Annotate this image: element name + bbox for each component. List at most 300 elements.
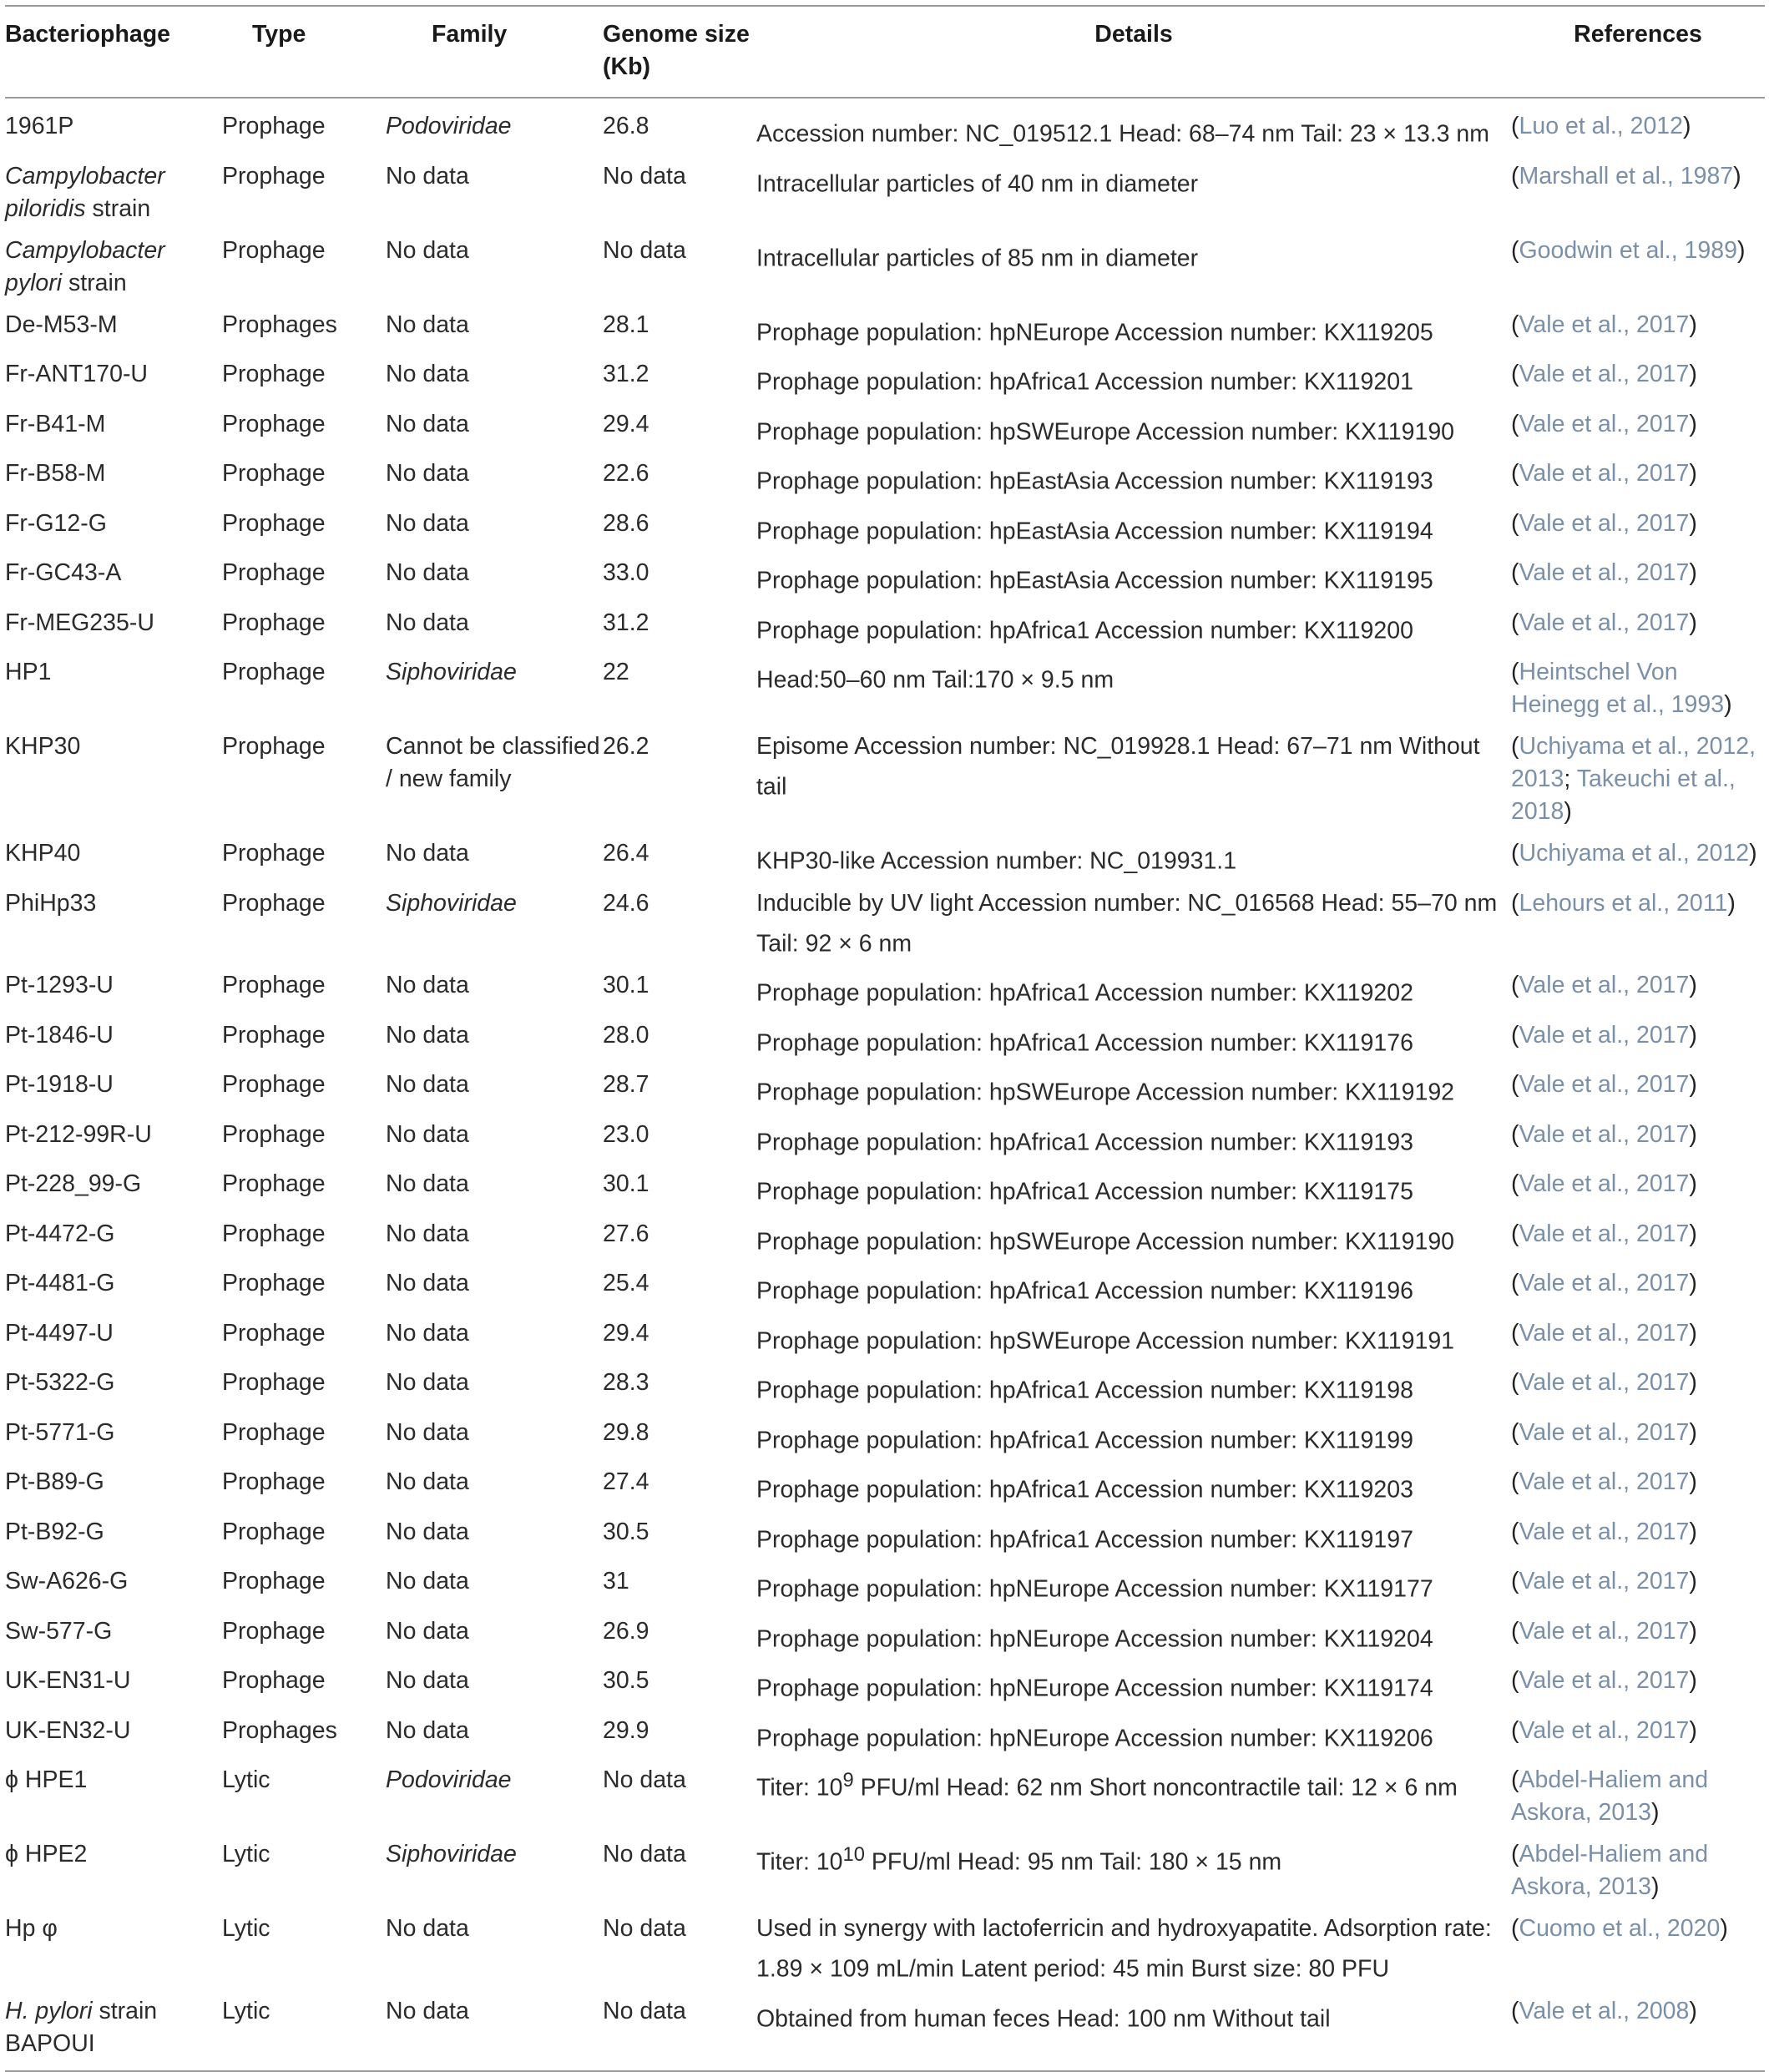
cell-references <box>1511 455 1765 505</box>
ref-open-paren: ( <box>1511 361 1519 387</box>
cell-family: No data <box>386 609 469 636</box>
cell-bacteriophage <box>5 232 222 306</box>
reference-link[interactable]: Vale et al., 2017 <box>1519 1418 1690 1446</box>
cell-genome-size: 26.9 <box>603 1617 649 1645</box>
cell-genome-size: 29.4 <box>603 1319 649 1347</box>
cell-genome-size: 30.1 <box>603 972 649 998</box>
phage-name-suffix: strain BAPOUI <box>5 1997 158 2057</box>
cell-genome-size: 28.0 <box>603 1021 649 1049</box>
cell-family: No data <box>386 1120 469 1148</box>
phage-name: Pt-B92-G <box>5 1518 104 1545</box>
phage-name: Pt-228_99-G <box>5 1170 142 1197</box>
cell-genome-size: 24.6 <box>603 889 649 917</box>
phage-name: Fr-G12-G <box>5 509 107 537</box>
cell-family: No data <box>386 1997 469 2024</box>
cell-genome-size: 33.0 <box>603 559 649 586</box>
cell-genome-size: 28.1 <box>603 311 649 338</box>
reference-link[interactable]: Luo et al., 2012 <box>1519 113 1683 139</box>
phage-name: Pt-1846-U <box>5 1021 114 1049</box>
table-row <box>5 1514 1765 1564</box>
cell-references <box>1511 1836 1765 1910</box>
reference-link[interactable]: Vale et al., 2017 <box>1519 1071 1690 1098</box>
table-row <box>5 1910 1765 1993</box>
ref-open-paren: ( <box>1511 1468 1519 1495</box>
details-text: KHP30-like Accession number: NC_019931.1 <box>756 847 1237 875</box>
reference-link[interactable]: Vale et al., 2017 <box>1519 460 1690 487</box>
cell-type: Prophage <box>222 1468 326 1495</box>
cell-type: Prophage <box>222 236 326 264</box>
cell-details <box>756 654 1511 728</box>
details-text: Prophage population: hpEastAsia Accession number: KX119194 <box>756 518 1433 544</box>
reference-link[interactable]: Lehours et al., 2011 <box>1519 889 1728 917</box>
cell-bacteriophage <box>5 455 222 505</box>
cell-bacteriophage <box>5 98 222 158</box>
details-text: Accession number: NC_019512.1 Head: 68–74 nm Tail: 23 × 13.3 nm <box>756 120 1489 148</box>
phage-name-italic: Campylobacter pylori <box>5 236 165 296</box>
ref-open-paren: ( <box>1511 113 1519 139</box>
cell-type: Prophage <box>222 1071 326 1098</box>
cell-references <box>1511 158 1765 232</box>
cell-family: No data <box>386 1270 469 1296</box>
cell-details <box>756 554 1511 604</box>
cell-bacteriophage <box>5 1761 222 1836</box>
ref-open-paren: ( <box>1511 1319 1519 1347</box>
cell-family: No data <box>386 1369 469 1396</box>
details-text: Head:50–60 nm Tail:170 × 9.5 nm <box>756 666 1114 694</box>
cell-references <box>1511 1315 1765 1365</box>
cell-bacteriophage <box>5 1066 222 1116</box>
cell-genome-size: 30.1 <box>603 1170 649 1197</box>
phage-name-suffix: strain <box>85 195 151 222</box>
cell-type: Prophage <box>222 361 326 387</box>
cell-family: No data <box>386 1518 469 1545</box>
ref-close-paren: ) <box>1689 311 1697 338</box>
reference-link[interactable]: Uchiyama et al., 2012, 2013 <box>1511 733 1756 792</box>
phage-name: Pt-1918-U <box>5 1071 114 1098</box>
cell-details <box>756 1066 1511 1116</box>
ref-open-paren: ( <box>1511 1667 1519 1694</box>
reference-link[interactable]: Vale et al., 2017 <box>1519 1170 1690 1197</box>
ref-close-paren: ) <box>1650 1799 1660 1826</box>
ref-close-paren: ) <box>1689 1997 1697 2024</box>
cell-references <box>1511 98 1765 158</box>
cell-bacteriophage <box>5 1712 222 1762</box>
cell-references <box>1511 885 1765 968</box>
cell-details <box>756 885 1511 968</box>
ref-open-paren: ( <box>1511 1021 1519 1049</box>
cell-family: No data <box>386 1021 469 1049</box>
table-row <box>5 158 1765 232</box>
phage-name: Fr-MEG235-U <box>5 609 154 636</box>
cell-bacteriophage <box>5 1017 222 1067</box>
header-genome-size: Genome size (Kb) <box>603 21 750 80</box>
cell-references <box>1511 728 1765 835</box>
ref-open-paren: ( <box>1511 410 1519 437</box>
phage-name: Pt-1293-U <box>5 972 114 998</box>
table-row <box>5 654 1765 728</box>
cell-genome-size: No data <box>603 1997 686 2024</box>
cell-details <box>756 1712 1511 1762</box>
reference-link[interactable]: Vale et al., 2017 <box>1519 311 1690 338</box>
table-row <box>5 406 1765 456</box>
cell-type: Prophage <box>222 113 326 139</box>
reference-link[interactable]: Vale et al., 2017 <box>1519 1667 1690 1694</box>
cell-family: No data <box>386 1667 469 1694</box>
cell-genome-size: 29.9 <box>603 1716 649 1744</box>
reference-link[interactable]: Vale et al., 2017 <box>1519 1369 1690 1396</box>
cell-type: Prophage <box>222 1617 326 1645</box>
reference-link[interactable]: Vale et al., 2017 <box>1519 1468 1690 1495</box>
cell-type: Prophage <box>222 1418 326 1446</box>
cell-family: No data <box>386 1568 469 1594</box>
ref-open-paren: ( <box>1511 509 1519 537</box>
cell-bacteriophage <box>5 1165 222 1215</box>
cell-genome-size: 22.6 <box>603 460 649 487</box>
cell-type: Prophage <box>222 840 326 867</box>
cell-type: Prophage <box>222 609 326 636</box>
ref-separator: ; <box>1564 766 1577 792</box>
phage-name: KHP30 <box>5 733 81 760</box>
table-row <box>5 1364 1765 1414</box>
cell-references <box>1511 1066 1765 1116</box>
cell-details <box>756 1414 1511 1464</box>
table-row <box>5 1215 1765 1266</box>
cell-bacteriophage <box>5 505 222 555</box>
cell-bacteriophage <box>5 1315 222 1365</box>
cell-genome-size: No data <box>603 236 686 264</box>
phage-name: Fr-B41-M <box>5 410 106 437</box>
cell-bacteriophage <box>5 1414 222 1464</box>
cell-family: Cannot be classified / new family <box>386 733 600 792</box>
cell-type: Prophages <box>222 1716 337 1744</box>
ref-close-paren: ) <box>1689 1667 1697 1694</box>
ref-close-paren: ) <box>1689 559 1697 586</box>
cell-references <box>1511 1563 1765 1613</box>
ref-close-paren: ) <box>1689 609 1697 636</box>
cell-type: Prophage <box>222 972 326 998</box>
table-row <box>5 1414 1765 1464</box>
cell-type: Prophage <box>222 509 326 537</box>
phage-name-suffix: strain <box>62 269 127 296</box>
details-text: Prophage population: hpSWEurope Accession number: KX119191 <box>756 1327 1455 1354</box>
cell-family: No data <box>386 1468 469 1495</box>
ref-open-paren: ( <box>1511 1568 1519 1594</box>
cell-bacteriophage <box>5 1364 222 1414</box>
cell-genome-size: 31 <box>603 1568 629 1594</box>
reference-link[interactable]: Vale et al., 2017 <box>1519 1120 1690 1148</box>
ref-close-paren: ) <box>1733 162 1741 190</box>
cell-details <box>756 1836 1511 1910</box>
ref-open-paren: ( <box>1511 1841 1519 1867</box>
cell-family: Siphoviridae <box>386 659 517 685</box>
cell-details <box>756 1364 1511 1414</box>
reference-link[interactable]: Vale et al., 2017 <box>1519 1518 1690 1545</box>
reference-link[interactable]: Vale et al., 2017 <box>1519 972 1690 998</box>
reference-link[interactable]: Vale et al., 2017 <box>1519 410 1690 437</box>
cell-bacteriophage <box>5 554 222 604</box>
reference-link[interactable]: Vale et al., 2008 <box>1519 1997 1690 2024</box>
cell-references <box>1511 1514 1765 1564</box>
cell-details <box>756 505 1511 555</box>
ref-close-paren: ) <box>1689 361 1697 387</box>
ref-close-paren: ) <box>1564 798 1572 825</box>
ref-close-paren: ) <box>1689 1716 1697 1744</box>
cell-references <box>1511 505 1765 555</box>
reference-link[interactable]: Vale et al., 2017 <box>1519 1617 1690 1645</box>
cell-bacteriophage <box>5 406 222 456</box>
details-text: Prophage population: hpAfrica1 Accession number: KX119196 <box>756 1277 1413 1305</box>
cell-family: No data <box>386 1617 469 1645</box>
details-text: Prophage population: hpAfrica1 Accession number: KX119197 <box>756 1526 1413 1553</box>
details-text-continued: PFU/ml Head: 62 nm Short noncontractile tail: 12 × 6 nm <box>853 1774 1458 1802</box>
ref-open-paren: ( <box>1511 1220 1519 1247</box>
cell-genome-size: 30.5 <box>603 1518 649 1545</box>
details-text: Used in synergy with lactoferricin and hydroxyapatite. Adsorption rate: 1.89 × 109 mL/min Latent period: 45 min Burst size: 80 PFU <box>756 1915 1492 1983</box>
cell-bacteriophage <box>5 604 222 654</box>
ref-close-paren: ) <box>1683 113 1691 139</box>
cell-details <box>756 1563 1511 1613</box>
cell-genome-size: 28.7 <box>603 1071 649 1098</box>
cell-bacteriophage <box>5 835 222 885</box>
reference-link[interactable]: Abdel-Haliem and Askora, 2013 <box>1511 1766 1709 1826</box>
reference-link[interactable]: Goodwin et al., 1989 <box>1519 236 1737 264</box>
ref-close-paren: ) <box>1650 1873 1660 1900</box>
ref-open-paren: ( <box>1511 1766 1519 1793</box>
cell-family: No data <box>386 1915 469 1942</box>
details-text: Prophage population: hpAfrica1 Accession number: KX119198 <box>756 1377 1413 1404</box>
cell-family: No data <box>386 1716 469 1744</box>
cell-type: Prophage <box>222 733 326 760</box>
cell-details <box>756 1116 1511 1166</box>
cell-bacteriophage <box>5 1463 222 1514</box>
phage-name: Pt-4497-U <box>5 1319 114 1347</box>
cell-genome-size: 25.4 <box>603 1270 649 1296</box>
cell-bacteriophage <box>5 654 222 728</box>
phage-name: Pt-5771-G <box>5 1418 115 1446</box>
cell-family: No data <box>386 1071 469 1098</box>
details-superscript: 9 <box>842 1769 854 1792</box>
cell-details <box>756 604 1511 654</box>
cell-genome-size: 31.2 <box>603 609 649 636</box>
ref-open-paren: ( <box>1511 840 1519 867</box>
cell-bacteriophage <box>5 1514 222 1564</box>
cell-type: Prophage <box>222 410 326 437</box>
cell-family: No data <box>386 509 469 537</box>
cell-genome-size: 27.6 <box>603 1220 649 1247</box>
header-references: References <box>1574 21 1702 48</box>
cell-type: Prophage <box>222 1369 326 1396</box>
ref-open-paren: ( <box>1511 1418 1519 1446</box>
ref-close-paren: ) <box>1689 1270 1697 1296</box>
reference-link[interactable]: Vale et al., 2017 <box>1519 1319 1690 1347</box>
cell-references <box>1511 1910 1765 1993</box>
details-text: Intracellular particles of 85 nm in diameter <box>756 245 1199 271</box>
table-row <box>5 1712 1765 1762</box>
cell-bacteriophage <box>5 967 222 1017</box>
cell-family: No data <box>386 361 469 387</box>
cell-details <box>756 835 1511 885</box>
reference-link[interactable]: Vale et al., 2017 <box>1519 609 1690 636</box>
cell-genome-size: 29.4 <box>603 410 649 437</box>
details-text: Prophage population: hpSWEurope Accession number: KX119190 <box>756 418 1455 445</box>
cell-references <box>1511 1414 1765 1464</box>
details-text: Prophage population: hpNEurope Accession number: KX119205 <box>756 319 1433 346</box>
ref-open-paren: ( <box>1511 733 1519 760</box>
header-family: Family <box>432 21 508 48</box>
details-text: Prophage population: hpAfrica1 Accession number: KX119200 <box>756 617 1413 644</box>
details-text: Titer: 10 <box>756 1848 843 1876</box>
ref-close-paren: ) <box>1689 1021 1697 1049</box>
phage-name: Sw-A626-G <box>5 1568 129 1594</box>
cell-type: Prophage <box>222 162 326 190</box>
ref-close-paren: ) <box>1689 460 1697 487</box>
reference-link[interactable]: Vale et al., 2017 <box>1519 1021 1690 1049</box>
ref-close-paren: ) <box>1689 1120 1697 1148</box>
cell-details <box>756 1910 1511 1993</box>
reference-link[interactable]: Abdel-Haliem and Askora, 2013 <box>1511 1841 1709 1900</box>
table-row <box>5 1836 1765 1910</box>
cell-genome-size: 26.4 <box>603 840 649 867</box>
cell-details <box>756 1662 1511 1712</box>
header-bacteriophage: Bacteriophage <box>5 21 170 48</box>
ref-open-paren: ( <box>1511 659 1519 685</box>
cell-bacteriophage <box>5 1993 222 2071</box>
cell-type: Prophage <box>222 1120 326 1148</box>
ref-close-paren: ) <box>1736 236 1746 264</box>
details-text: Titer: 10 <box>756 1774 843 1802</box>
table-row <box>5 885 1765 968</box>
cell-family: Podoviridae <box>386 1766 512 1793</box>
reference-link[interactable]: Cuomo et al., 2020 <box>1519 1915 1721 1942</box>
reference-link[interactable]: Vale et al., 2017 <box>1519 361 1690 387</box>
cell-type: Prophage <box>222 1568 326 1594</box>
ref-close-paren: ) <box>1689 1220 1697 1247</box>
table-row <box>5 1662 1765 1712</box>
cell-references <box>1511 1712 1765 1762</box>
cell-bacteriophage <box>5 1265 222 1315</box>
reference-link[interactable]: Uchiyama et al., 2012 <box>1519 840 1750 867</box>
reference-link[interactable]: Vale et al., 2017 <box>1519 559 1690 586</box>
details-text: Prophage population: hpSWEurope Accession number: KX119192 <box>756 1079 1455 1106</box>
cell-references <box>1511 835 1765 885</box>
cell-details <box>756 98 1511 158</box>
phage-name: Fr-ANT170-U <box>5 361 149 387</box>
ref-open-paren: ( <box>1511 559 1519 586</box>
cell-bacteriophage <box>5 1215 222 1266</box>
details-text: Prophage population: hpAfrica1 Accession number: KX119193 <box>756 1129 1413 1155</box>
table-row <box>5 1165 1765 1215</box>
cell-family: Siphoviridae <box>386 889 517 917</box>
table-row <box>5 356 1765 406</box>
cell-references <box>1511 232 1765 306</box>
table-row <box>5 1116 1765 1166</box>
phage-name: Pt-4472-G <box>5 1220 115 1247</box>
ref-open-paren: ( <box>1511 1170 1519 1197</box>
reference-link-secondary[interactable]: Takeuchi et al., 2018 <box>1511 766 1736 825</box>
ref-close-paren: ) <box>1689 1319 1697 1347</box>
cell-references <box>1511 306 1765 356</box>
cell-type: Lytic <box>222 1997 270 2024</box>
ref-open-paren: ( <box>1511 1270 1519 1296</box>
ref-open-paren: ( <box>1511 972 1519 998</box>
cell-type: Lytic <box>222 1915 270 1942</box>
cell-genome-size: 31.2 <box>603 361 649 387</box>
phage-name: Fr-GC43-A <box>5 559 122 586</box>
ref-close-paren: ) <box>1689 410 1697 437</box>
cell-details <box>756 1993 1511 2071</box>
ref-close-paren: ) <box>1689 972 1697 998</box>
cell-family: No data <box>386 840 469 867</box>
reference-link[interactable]: Vale et al., 2017 <box>1519 1716 1690 1744</box>
ref-close-paren: ) <box>1689 1468 1697 1495</box>
ref-open-paren: ( <box>1511 1071 1519 1098</box>
table-row <box>5 1761 1765 1836</box>
table-row <box>5 505 1765 555</box>
cell-details <box>756 158 1511 232</box>
phage-name: Pt-212-99R-U <box>5 1120 152 1148</box>
reference-link[interactable]: Marshall et al., 1987 <box>1519 162 1734 190</box>
reference-link[interactable]: Heintschel Von Heinegg et al., 1993 <box>1511 659 1725 718</box>
cell-bacteriophage <box>5 1662 222 1712</box>
ref-open-paren: ( <box>1511 1120 1519 1148</box>
cell-references <box>1511 1993 1765 2071</box>
table-header-row <box>5 6 1765 98</box>
cell-bacteriophage <box>5 1563 222 1613</box>
cell-references <box>1511 1215 1765 1266</box>
phage-name: ϕ HPE1 <box>5 1766 88 1793</box>
ref-close-paren: ) <box>1689 1170 1697 1197</box>
details-text: Inducible by UV light Accession number: NC_016568 Head: 55–70 nm Tail: 92 × 6 nm <box>756 889 1498 957</box>
cell-references <box>1511 1761 1765 1836</box>
table-row <box>5 98 1765 158</box>
header-type: Type <box>252 21 306 48</box>
cell-bacteriophage <box>5 306 222 356</box>
bacteriophage-table <box>5 5 1765 2072</box>
cell-references <box>1511 1116 1765 1166</box>
header-details: Details <box>1094 21 1173 48</box>
cell-references <box>1511 1265 1765 1315</box>
cell-genome-size: 27.4 <box>603 1468 649 1495</box>
cell-genome-size: No data <box>603 1915 686 1942</box>
reference-link[interactable]: Vale et al., 2017 <box>1519 1220 1690 1247</box>
phage-name: 1961P <box>5 113 74 139</box>
table-row <box>5 1315 1765 1365</box>
ref-close-paren: ) <box>1724 691 1732 718</box>
ref-close-paren: ) <box>1749 840 1757 867</box>
cell-references <box>1511 406 1765 456</box>
cell-type: Prophage <box>222 1220 326 1247</box>
table-row <box>5 1563 1765 1613</box>
cell-bacteriophage <box>5 1836 222 1910</box>
reference-link[interactable]: Vale et al., 2017 <box>1519 1270 1690 1296</box>
details-text: Prophage population: hpAfrica1 Accession number: KX119176 <box>756 1029 1413 1056</box>
table-row <box>5 728 1765 835</box>
cell-type: Prophage <box>222 1170 326 1197</box>
phage-name: Pt-5322-G <box>5 1369 115 1396</box>
reference-link[interactable]: Vale et al., 2017 <box>1519 509 1690 537</box>
cell-genome-size: 26.2 <box>603 733 649 760</box>
details-text: Prophage population: hpNEurope Accession number: KX119174 <box>756 1675 1433 1702</box>
cell-genome-size: No data <box>603 162 686 190</box>
phage-name: HP1 <box>5 659 52 685</box>
reference-link[interactable]: Vale et al., 2017 <box>1519 1568 1690 1594</box>
table-row <box>5 835 1765 885</box>
details-text: Prophage population: hpAfrica1 Accession number: KX119199 <box>756 1427 1413 1453</box>
cell-details <box>756 406 1511 456</box>
cell-bacteriophage <box>5 356 222 406</box>
phage-name: ϕ HPE2 <box>5 1841 88 1867</box>
cell-references <box>1511 1364 1765 1414</box>
